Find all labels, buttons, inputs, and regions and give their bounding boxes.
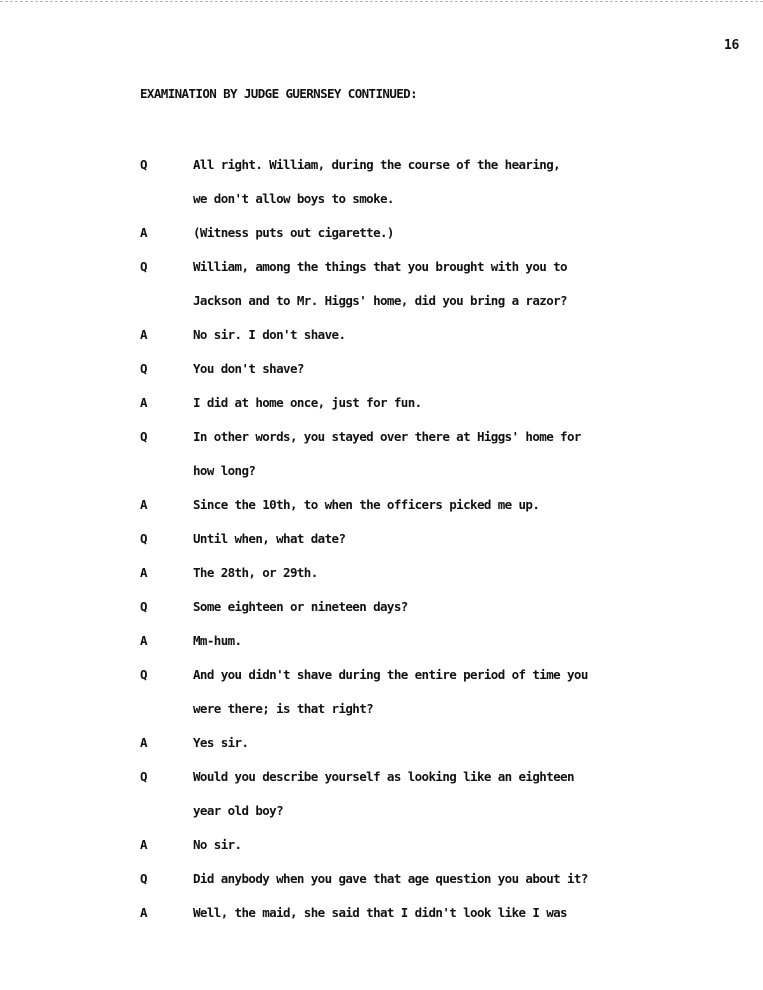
transcript-line: Did anybody when you gave that age question you about it? [193, 871, 588, 886]
answer-marker: A [140, 735, 147, 750]
answer-marker: A [140, 497, 147, 512]
transcript-entry [0, 522, 763, 556]
question-marker: Q [140, 599, 147, 614]
answer-marker: A [140, 633, 147, 648]
page-top-border [0, 1, 763, 2]
transcript-line: Mm-hum. [193, 633, 242, 648]
transcript-entry [0, 658, 763, 726]
transcript-line: No sir. [193, 837, 242, 852]
answer-marker: A [140, 225, 147, 240]
page-number: 16 [724, 38, 740, 53]
transcript-line: No sir. I don't shave. [193, 327, 346, 342]
transcript-entry [0, 726, 763, 760]
transcript-entry [0, 250, 763, 318]
transcript-line: William, among the things that you brought with you to [193, 259, 567, 274]
transcript-line: we don't allow boys to smoke. [193, 191, 394, 206]
transcript [0, 148, 763, 930]
transcript-line: Some eighteen or nineteen days? [193, 599, 408, 614]
transcript-line: year old boy? [193, 803, 284, 818]
question-marker: Q [140, 429, 147, 444]
transcript-line: Until when, what date? [193, 531, 346, 546]
transcript-line: Yes sir. [193, 735, 249, 750]
transcript-line: were there; is that right? [193, 701, 374, 716]
transcript-entry [0, 556, 763, 590]
transcript-entry [0, 386, 763, 420]
question-marker: Q [140, 871, 147, 886]
answer-marker: A [140, 905, 147, 920]
transcript-entry [0, 148, 763, 216]
transcript-entry [0, 624, 763, 658]
transcript-line: And you didn't shave during the entire period of time you [193, 667, 588, 682]
question-marker: Q [140, 769, 147, 784]
question-marker: Q [140, 157, 147, 172]
transcript-entry [0, 352, 763, 386]
section-heading: EXAMINATION BY JUDGE GUERNSEY CONTINUED: [140, 86, 418, 101]
transcript-line: Jackson and to Mr. Higgs' home, did you bring a razor? [193, 293, 567, 308]
transcript-entry [0, 216, 763, 250]
transcript-entry [0, 318, 763, 352]
transcript-entry [0, 760, 763, 828]
question-marker: Q [140, 259, 147, 274]
answer-marker: A [140, 327, 147, 342]
answer-marker: A [140, 837, 147, 852]
transcript-line: (Witness puts out cigarette.) [193, 225, 394, 240]
transcript-line: Well, the maid, she said that I didn't look like I was [193, 905, 567, 920]
transcript-line: how long? [193, 463, 256, 478]
transcript-entry [0, 590, 763, 624]
transcript-line: The 28th, or 29th. [193, 565, 318, 580]
transcript-line: You don't shave? [193, 361, 304, 376]
transcript-entry [0, 862, 763, 896]
answer-marker: A [140, 395, 147, 410]
transcript-entry [0, 828, 763, 862]
transcript-line: I did at home once, just for fun. [193, 395, 422, 410]
question-marker: Q [140, 531, 147, 546]
question-marker: Q [140, 361, 147, 376]
answer-marker: A [140, 565, 147, 580]
transcript-entry [0, 488, 763, 522]
transcript-line: In other words, you stayed over there at Higgs' home for [193, 429, 581, 444]
transcript-entry [0, 420, 763, 488]
transcript-line: Would you describe yourself as looking like an eighteen [193, 769, 574, 784]
transcript-line: All right. William, during the course of the hearing, [193, 157, 561, 172]
question-marker: Q [140, 667, 147, 682]
transcript-entry [0, 896, 763, 930]
transcript-line: Since the 10th, to when the officers picked me up. [193, 497, 540, 512]
